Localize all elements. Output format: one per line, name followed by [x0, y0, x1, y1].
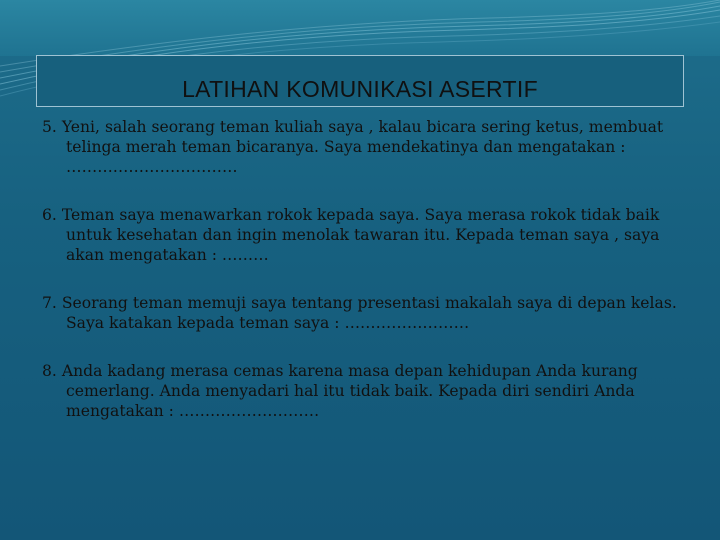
- exercise-item-6: 6. Teman saya menawarkan rokok kepada saya. Saya merasa rokok tidak baik untuk kesehatan dan ingin menolak tawaran itu. Kepada teman saya , saya akan mengatakan : ………: [42, 206, 660, 264]
- exercise-item-8: 8. Anda kadang merasa cemas karena masa depan kehidupan Anda kurang cemerlang. Anda menyadari hal itu tidak baik. Kepada diri sendiri Anda mengatakan : ………………………: [42, 362, 638, 420]
- exercise-item-5: 5. Yeni, salah seorang teman kuliah saya , kalau bicara sering ketus, membuat telinga merah teman bicaranya. Saya mendekatinya dan mengatakan : ……………………………: [42, 118, 664, 176]
- exercise-item-7: 7. Seorang teman memuji saya tentang presentasi makalah saya di depan kelas. Saya katakan kepada teman saya : ……………………: [42, 294, 677, 332]
- slide-title: LATIHAN KOMUNIKASI ASERTIF: [182, 76, 538, 102]
- exercise-list: [42, 117, 682, 449]
